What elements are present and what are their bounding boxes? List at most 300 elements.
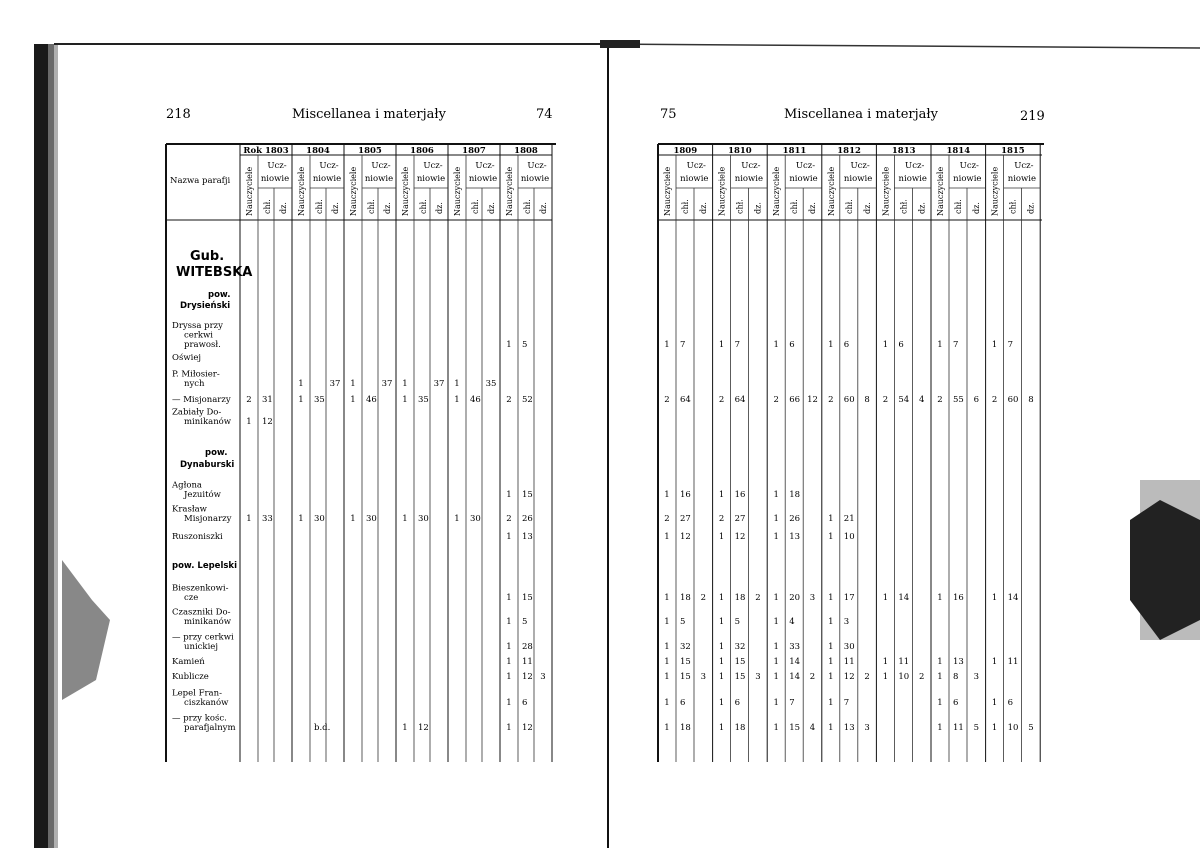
right-teachers-header: Nauczyciele [826, 166, 836, 216]
parish-name: Oświej [172, 353, 201, 363]
right-boys-header: chł. [681, 199, 690, 214]
parish-name: nych [184, 379, 205, 389]
left-cell-value: 1 [246, 514, 252, 524]
right-pupils-header-2: niowie [843, 174, 873, 184]
right-teachers-header: Nauczyciele [881, 166, 891, 216]
right-pupils-header-1: Ucz- [795, 161, 816, 171]
left-cell-value: 1 [298, 514, 304, 524]
right-cell-value: 1 [882, 340, 889, 350]
right-cell-value: 15 [734, 672, 746, 682]
right-cell-value: 1 [773, 532, 779, 542]
right-cell-value: 1 [664, 593, 670, 603]
left-cell-value: 30 [470, 514, 481, 524]
right-cell-value: 1 [664, 532, 670, 542]
left-cell-value: 1 [506, 657, 512, 667]
right-cell-value: 4 [789, 617, 795, 627]
right-cell-value: 11 [843, 657, 855, 667]
right-cell-value: 6 [843, 340, 850, 350]
parish-name: — Misjonarzy [172, 395, 231, 405]
right-teachers-header: Nauczyciele [772, 166, 782, 216]
left-girls-header: dz. [331, 202, 340, 214]
left-cell-value: 1 [506, 723, 512, 733]
right-girls-header: dz. [808, 202, 818, 214]
left-pupils-header-2: niowie [364, 174, 394, 184]
right-cell-value: 1 [664, 490, 670, 500]
right-girls-header: dz. [699, 202, 708, 214]
right-cell-value: 2 [918, 672, 925, 682]
left-pupils-header-2: niowie [260, 174, 290, 184]
left-pupils-header-2: niowie [520, 174, 550, 184]
left-cell-value: 12 [262, 417, 273, 427]
right-cell-value: 18 [680, 723, 691, 733]
right-pupils-header-1: Ucz- [741, 161, 761, 171]
left-cell-value: 1 [402, 379, 408, 389]
parish-name: Krasław [172, 504, 207, 515]
right-cell-value: 54 [898, 395, 910, 405]
right-cell-value: 18 [734, 593, 746, 603]
left-teachers-header: Nauczyciele [505, 166, 514, 216]
right-cell-value: 15 [680, 672, 691, 682]
right-girls-header: dz. [917, 202, 927, 214]
left-pupils-header-1: Ucz- [371, 161, 391, 171]
right-cell-value: 1 [991, 723, 998, 733]
right-cell-value: 27 [680, 514, 691, 524]
right-cell-value: 32 [680, 642, 691, 652]
right-cell-value: 1 [828, 593, 834, 603]
left-cell-value: 26 [522, 514, 533, 524]
left-cell-value: 1 [506, 532, 512, 542]
right-cell-value: 2 [828, 395, 834, 405]
left-cell-value: 1 [506, 617, 512, 627]
right-girls-header: dz. [753, 202, 763, 214]
right-pupils-header-1: Ucz- [850, 161, 870, 171]
right-cell-value: 1 [718, 532, 725, 542]
right-cell-value: 2 [773, 395, 779, 405]
right-year-3: 1812 [837, 146, 861, 156]
right-running-title: Miscellanea i materjały [784, 107, 938, 122]
right-year-5: 1814 [946, 146, 971, 156]
right-cell-value: 1 [991, 698, 998, 708]
right-cell-value: 2 [700, 593, 707, 603]
left-cell-value: 1 [454, 514, 460, 524]
right-year-6: 1815 [1001, 146, 1025, 156]
left-boys-header: chł. [523, 199, 532, 214]
right-pupils-header-1: Ucz- [959, 161, 979, 171]
right-cell-value: 3 [700, 672, 707, 682]
right-cell-value: 1 [718, 340, 725, 350]
right-cell-value: 15 [680, 657, 691, 667]
right-cell-value: 13 [789, 532, 801, 542]
right-cell-value: 1 [828, 698, 834, 708]
right-cell-value: 1 [828, 514, 834, 524]
pow2-label-1: pow. [205, 448, 228, 458]
right-cell-value: 1 [664, 617, 670, 627]
parish-name: Bieszenkowi- [172, 583, 229, 594]
right-cell-value: 26 [789, 514, 801, 524]
right-cell-value: 2 [809, 672, 816, 682]
right-cell-value: 66 [789, 395, 801, 405]
right-cell-value: 12 [807, 395, 818, 405]
left-cell-value: 46 [366, 395, 377, 405]
right-page-left-number: 75 [660, 107, 677, 122]
left-cell-value: 1 [454, 395, 460, 405]
right-cell-value: 30 [843, 642, 855, 652]
right-cell-value: 14 [789, 672, 801, 682]
left-cell-value: 15 [522, 593, 533, 603]
right-cell-value: 6 [734, 698, 741, 708]
right-cell-value: 7 [953, 340, 959, 350]
right-cell-value: 13 [953, 657, 964, 667]
pow1-label-2: Drysieński [180, 301, 231, 311]
right-cell-value: 15 [789, 723, 801, 733]
left-cell-value: 12 [522, 672, 533, 682]
left-pupils-header-2: niowie [468, 174, 498, 184]
right-cell-value: 7 [789, 698, 795, 708]
right-cell-value: 1 [991, 657, 998, 667]
pow1-label-1: pow. [208, 290, 231, 300]
right-pupils-header-1: Ucz- [1014, 161, 1034, 171]
right-cell-value: 2 [718, 395, 725, 405]
left-cell-value: 6 [522, 698, 528, 708]
left-cell-value: 52 [522, 395, 533, 405]
right-cell-value: 16 [734, 490, 746, 500]
parish-name: prawosł. [184, 340, 221, 350]
left-cell-value: 1 [506, 340, 512, 350]
right-cell-value: 2 [755, 593, 761, 603]
left-cell-value: 37 [329, 379, 341, 389]
right-cell-value: 7 [1007, 340, 1014, 350]
right-cell-value: 64 [734, 395, 746, 405]
right-teachers-header: Nauczyciele [990, 166, 1000, 216]
right-cell-value: 20 [789, 593, 801, 603]
right-page-number: 219 [1020, 109, 1045, 124]
right-pupils-header-2: niowie [898, 174, 927, 184]
right-cell-value: 18 [680, 593, 691, 603]
right-pupils-header-2: niowie [953, 174, 982, 184]
gub-label-2: WITEBSKA [176, 265, 253, 280]
right-cell-value: 6 [680, 698, 686, 708]
right-cell-value: 13 [843, 723, 855, 733]
left-year-5: 1808 [514, 146, 538, 156]
left-teachers-header: Nauczyciele [297, 166, 306, 216]
left-cell-value: 15 [522, 490, 533, 500]
right-cell-value: 64 [680, 395, 691, 405]
parish-name: Agłona [172, 480, 202, 491]
left-cell-value: 2 [506, 514, 512, 524]
right-cell-value: 2 [864, 672, 870, 682]
left-cell-value: 5 [522, 617, 528, 627]
right-cell-value: 8 [1028, 395, 1034, 405]
right-cell-value: 8 [864, 395, 870, 405]
right-cell-value: 10 [1007, 723, 1019, 733]
right-cell-value: 11 [1007, 657, 1019, 667]
right-cell-value: 10 [898, 672, 910, 682]
right-cell-value: 1 [718, 617, 725, 627]
right-cell-value: 12 [680, 532, 691, 542]
right-cell-value: 1 [664, 340, 670, 350]
left-girls-header: dz. [279, 202, 288, 214]
left-girls-header: dz. [539, 202, 548, 214]
parish-name: Dryssa przy [172, 321, 223, 331]
left-year-4: 1807 [462, 146, 486, 156]
left-pupils-header-1: Ucz- [319, 161, 339, 171]
right-cell-value: 5 [1028, 723, 1034, 733]
left-pupils-header-1: Ucz- [527, 161, 547, 171]
left-cell-value: 1 [402, 395, 408, 405]
parish-name: Jezuitów [184, 490, 221, 500]
right-cell-value: 2 [991, 395, 998, 405]
right-cell-value: 16 [953, 593, 964, 603]
parish-name: minikanów [184, 417, 232, 427]
right-cell-value: 33 [789, 642, 801, 652]
left-boys-header: chł. [315, 199, 324, 214]
right-cell-value: 11 [898, 657, 910, 667]
left-pupils-header-1: Ucz- [475, 161, 495, 171]
right-cell-value: 1 [828, 657, 834, 667]
right-cell-value: 4 [809, 723, 816, 733]
right-cell-value: 14 [1007, 593, 1019, 603]
left-cell-value: 30 [366, 514, 377, 524]
right-cell-value: 5 [973, 723, 980, 733]
right-cell-value: 1 [773, 723, 779, 733]
right-cell-value: 3 [843, 617, 850, 627]
left-cell-value: 3 [540, 672, 546, 682]
parish-header: Nazwa parafji [170, 176, 231, 186]
right-cell-value: 1 [718, 593, 725, 603]
right-cell-value: 1 [882, 672, 889, 682]
parish-name: Lepel Fran- [172, 688, 222, 699]
right-cell-value: 1 [718, 657, 725, 667]
right-cell-value: 1 [828, 642, 834, 652]
left-year-2: 1805 [358, 146, 382, 156]
left-cell-value: 1 [506, 490, 512, 500]
left-cell-value: 1 [454, 379, 460, 389]
left-pupils-header-2: niowie [312, 174, 342, 184]
right-cell-value: 1 [937, 698, 943, 708]
right-cell-value: 2 [664, 514, 670, 524]
parish-name: Kamień [172, 657, 205, 667]
right-girls-header: dz. [862, 202, 872, 214]
parish-name: unickiej [184, 642, 218, 652]
left-girls-header: dz. [435, 202, 444, 214]
right-cell-value: 2 [882, 395, 889, 405]
right-teachers-header: Nauczyciele [717, 166, 727, 216]
right-cell-value: 1 [773, 593, 779, 603]
left-cell-value: 35 [485, 379, 497, 389]
right-cell-value: 3 [973, 672, 980, 682]
left-page-number: 218 [166, 107, 191, 122]
left-cell-value: 37 [433, 379, 445, 389]
parish-name: Zabiały Do- [172, 407, 222, 418]
right-cell-value: 1 [937, 672, 943, 682]
parish-name: P. Miłosier- [172, 369, 220, 380]
parish-name: — przy kośc. [172, 713, 227, 724]
left-cell-value: 1 [506, 593, 512, 603]
left-boys-header: chł. [471, 199, 480, 214]
right-cell-value: 1 [718, 672, 725, 682]
right-cell-value: 1 [718, 723, 725, 733]
right-cell-value: 11 [953, 723, 964, 733]
right-cell-value: 1 [828, 617, 834, 627]
left-cell-value: 12 [418, 723, 429, 733]
right-cell-value: 10 [843, 532, 855, 542]
gub-label-1: Gub. [190, 249, 225, 264]
left-year-1: 1804 [306, 146, 330, 156]
left-cell-value: 37 [381, 379, 393, 389]
left-boys-header: chł. [263, 199, 272, 214]
right-cell-value: 1 [828, 723, 834, 733]
right-cell-value: 12 [734, 532, 746, 542]
left-cell-value: 31 [262, 395, 273, 405]
left-girls-header: dz. [383, 202, 392, 214]
right-cell-value: 1 [664, 723, 670, 733]
right-cell-value: 15 [734, 657, 746, 667]
parish-name: Misjonarzy [184, 514, 232, 524]
right-cell-value: 1 [773, 490, 779, 500]
right-boys-header: chł. [790, 199, 800, 214]
right-cell-value: 3 [809, 593, 816, 603]
parish-name: cerkwi [184, 330, 213, 341]
left-page-right-number: 74 [536, 107, 553, 122]
right-cell-value: 7 [734, 340, 741, 350]
right-year-2: 1811 [782, 146, 807, 156]
right-cell-value: 1 [718, 642, 725, 652]
left-cell-value: 33 [262, 514, 273, 524]
right-cell-value: 6 [789, 340, 795, 350]
right-pupils-header-2: niowie [789, 174, 818, 184]
right-year-0: 1809 [673, 146, 698, 156]
left-teachers-header: Nauczyciele [401, 166, 410, 216]
right-cell-value: 2 [718, 514, 725, 524]
right-boys-header: chł. [899, 199, 909, 214]
right-year-1: 1810 [728, 146, 752, 156]
right-cell-value: 1 [773, 617, 779, 627]
right-cell-value: 1 [937, 340, 943, 350]
right-cell-value: 14 [898, 593, 910, 603]
left-cell-value: 1 [506, 642, 512, 652]
right-teachers-header: Nauczyciele [663, 166, 672, 216]
left-cell-value: 5 [522, 340, 528, 350]
left-cell-value: 1 [298, 379, 304, 389]
right-cell-value: 1 [773, 514, 779, 524]
right-cell-value: 1 [991, 593, 998, 603]
right-girls-header: dz. [972, 202, 981, 214]
right-cell-value: 1 [937, 593, 943, 603]
parish-name: ciszkanów [184, 698, 229, 708]
right-pupils-header-2: niowie [1007, 174, 1037, 184]
left-cell-value: 1 [402, 723, 408, 733]
right-cell-value: 12 [843, 672, 855, 682]
parish-name: — przy cerkwi [172, 632, 234, 643]
left-cell-value: 12 [522, 723, 533, 733]
left-pupils-header-1: Ucz- [423, 161, 443, 171]
right-cell-value: 1 [664, 672, 670, 682]
parish-name: cze [184, 593, 199, 603]
right-cell-value: 16 [680, 490, 691, 500]
pow2-label-2: Dynaburski [180, 460, 235, 470]
right-cell-value: 1 [828, 532, 834, 542]
right-cell-value: 6 [1007, 698, 1014, 708]
right-cell-value: 1 [718, 490, 725, 500]
right-cell-value: 1 [773, 672, 779, 682]
right-cell-value: 1 [937, 657, 943, 667]
right-cell-value: 18 [734, 723, 746, 733]
right-cell-value: 14 [789, 657, 801, 667]
left-cell-value: 1 [298, 395, 304, 405]
right-teachers-header: Nauczyciele [936, 166, 945, 216]
left-cell-value: b.d. [314, 723, 331, 733]
right-cell-value: 1 [937, 723, 943, 733]
table-row [172, 352, 201, 363]
right-cell-value: 1 [773, 698, 779, 708]
right-boys-header: chł. [735, 199, 745, 214]
right-cell-value: 1 [664, 657, 670, 667]
right-cell-value: 4 [918, 395, 925, 405]
left-cell-value: 1 [350, 514, 356, 524]
right-cell-value: 21 [843, 514, 855, 524]
right-year-4: 1813 [891, 146, 916, 156]
right-cell-value: 6 [973, 395, 980, 405]
right-boys-header: chł. [954, 199, 963, 214]
left-girls-header: dz. [487, 202, 496, 214]
right-cell-value: 3 [864, 723, 870, 733]
right-cell-value: 2 [937, 395, 943, 405]
left-cell-value: 11 [522, 657, 533, 667]
left-cell-value: 46 [470, 395, 481, 405]
right-cell-value: 1 [664, 642, 670, 652]
right-cell-value: 1 [828, 672, 834, 682]
right-cell-value: 6 [953, 698, 959, 708]
right-cell-value: 1 [773, 340, 779, 350]
right-pupils-header-1: Ucz- [905, 161, 925, 171]
pow3-label: pow. Lepelski [172, 561, 237, 571]
right-cell-value: 1 [773, 657, 779, 667]
right-cell-value: 60 [843, 395, 855, 405]
left-cell-value: 1 [402, 514, 408, 524]
left-cell-value: 13 [522, 532, 533, 542]
right-pupils-header-1: Ucz- [686, 161, 706, 171]
left-cell-value: 30 [314, 514, 325, 524]
right-boys-header: chł. [844, 199, 854, 214]
left-cell-value: 1 [246, 417, 252, 427]
left-running-title: Miscellanea i materjały [292, 107, 446, 122]
left-pupils-header-1: Ucz- [267, 161, 287, 171]
left-pupils-header-2: niowie [416, 174, 446, 184]
parish-name: Kublicze [172, 672, 209, 682]
left-cell-value: 35 [314, 395, 325, 405]
right-cell-value: 1 [718, 698, 725, 708]
right-cell-value: 7 [843, 698, 850, 708]
left-teachers-header: Nauczyciele [453, 166, 462, 216]
parish-name: Ruszoniszki [172, 532, 223, 542]
right-cell-value: 1 [773, 642, 779, 652]
right-cell-value: 7 [680, 340, 686, 350]
right-cell-value: 6 [898, 340, 904, 350]
right-girls-header: dz. [1026, 202, 1036, 214]
right-cell-value: 5 [734, 617, 741, 627]
left-cell-value: 1 [506, 672, 512, 682]
left-cell-value: 1 [350, 379, 356, 389]
right-cell-value: 60 [1007, 395, 1019, 405]
left-cell-value: 30 [418, 514, 429, 524]
left-cell-value: 2 [246, 395, 252, 405]
left-year-0: Rok 1803 [243, 146, 289, 156]
left-boys-header: chł. [419, 199, 428, 214]
right-cell-value: 1 [664, 698, 670, 708]
parish-name: minikanów [184, 617, 232, 627]
left-teachers-header: Nauczyciele [245, 166, 254, 216]
left-teachers-header: Nauczyciele [349, 166, 358, 216]
